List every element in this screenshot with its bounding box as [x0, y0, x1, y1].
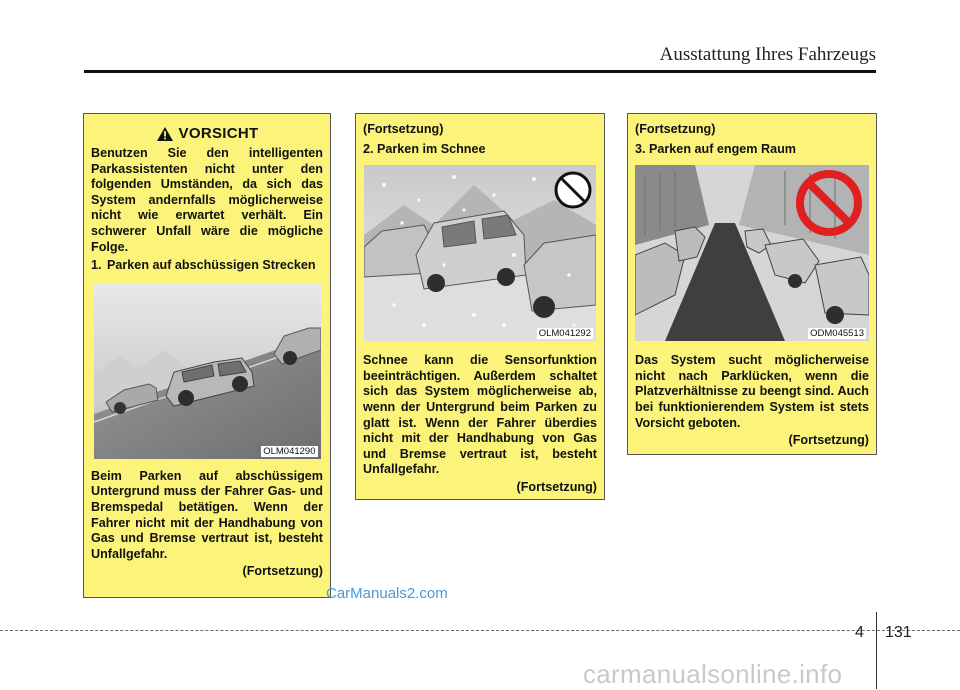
body-text: Beim Parken auf abschüssigem Untergrund muss der Fahrer Gas- und Bremspedal betätigen. Wenn der Fahrer nicht mit der Handhabung von Gas und Bremse vertraut ist, besteht Unfallgefahr.: [91, 468, 323, 561]
section-subtitle: 3. Parken auf engem Raum: [635, 141, 796, 156]
watermark-carmanuals2: CarManuals2.com: [326, 585, 448, 602]
continued-note: (Fortsetzung): [788, 433, 869, 448]
continued-note: (Fortsetzung): [516, 479, 597, 494]
caution-heading: [91, 126, 323, 142]
figure-code: OLM041290: [263, 445, 316, 457]
body-text: Das System sucht möglicherweise nicht nach Parklücken, wenn die Platzverhältnisse zu beengt sind. Auch bei funktionierendem System ist stets Vorsicht geboten.: [635, 353, 869, 430]
prohibition-icon: [795, 169, 863, 237]
continued-heading: (Fortsetzung): [635, 122, 716, 136]
page-number-divider: [876, 612, 877, 689]
chapter-number: 4: [855, 624, 864, 641]
list-text: Parken auf abschüssigen Strecken: [107, 258, 316, 273]
footer-dashed-rule: [0, 630, 960, 631]
continued-heading: (Fortsetzung): [363, 122, 444, 136]
continued-note: (Fortsetzung): [242, 564, 323, 579]
prohibition-icon: [554, 171, 592, 209]
figure-code: OLM041292: [538, 328, 591, 340]
chapter-header-title: Ausstattung Ihres Fahrzeugs: [659, 44, 876, 65]
slope-parking-illustration: [94, 284, 321, 459]
page-number: 131: [885, 624, 912, 641]
header-rule: [84, 70, 876, 73]
caution-panel-1: [83, 113, 331, 598]
caution-panel-2: [355, 113, 605, 500]
snow-parking-illustration: [364, 165, 596, 341]
caution-title: VORSICHT: [178, 125, 259, 143]
warning-triangle-icon: [156, 126, 174, 142]
body-text: Schnee kann die Sensorfunktion beeinträchtigen. Außerdem schaltet sich das System möglicherweise ab, wenn der Untergrund beim Parken zu glatt ist. Wenn der Fahrer überdies nicht mit der Handhabung von Gas und Bremse vertraut ist, besteht Unfallgefahr.: [363, 353, 597, 477]
narrow-parking-illustration: [635, 165, 869, 341]
watermark-carmanualsonline: carmanualsonline.info: [583, 659, 843, 689]
section-subtitle: 2. Parken im Schnee: [363, 141, 486, 156]
list-item: [91, 258, 323, 274]
list-number: 1.: [91, 258, 102, 273]
caution-intro: Benutzen Sie den intelligenten Parkassistenten nicht unter den folgenden Umständen, da sich das System andernfalls möglicherweise nicht wie erwartet verhält. Ein schwerer Unfall wäre die mögliche Folge.: [91, 146, 323, 254]
caution-panel-3: [627, 113, 877, 455]
figure-code: ODM045513: [810, 328, 864, 340]
